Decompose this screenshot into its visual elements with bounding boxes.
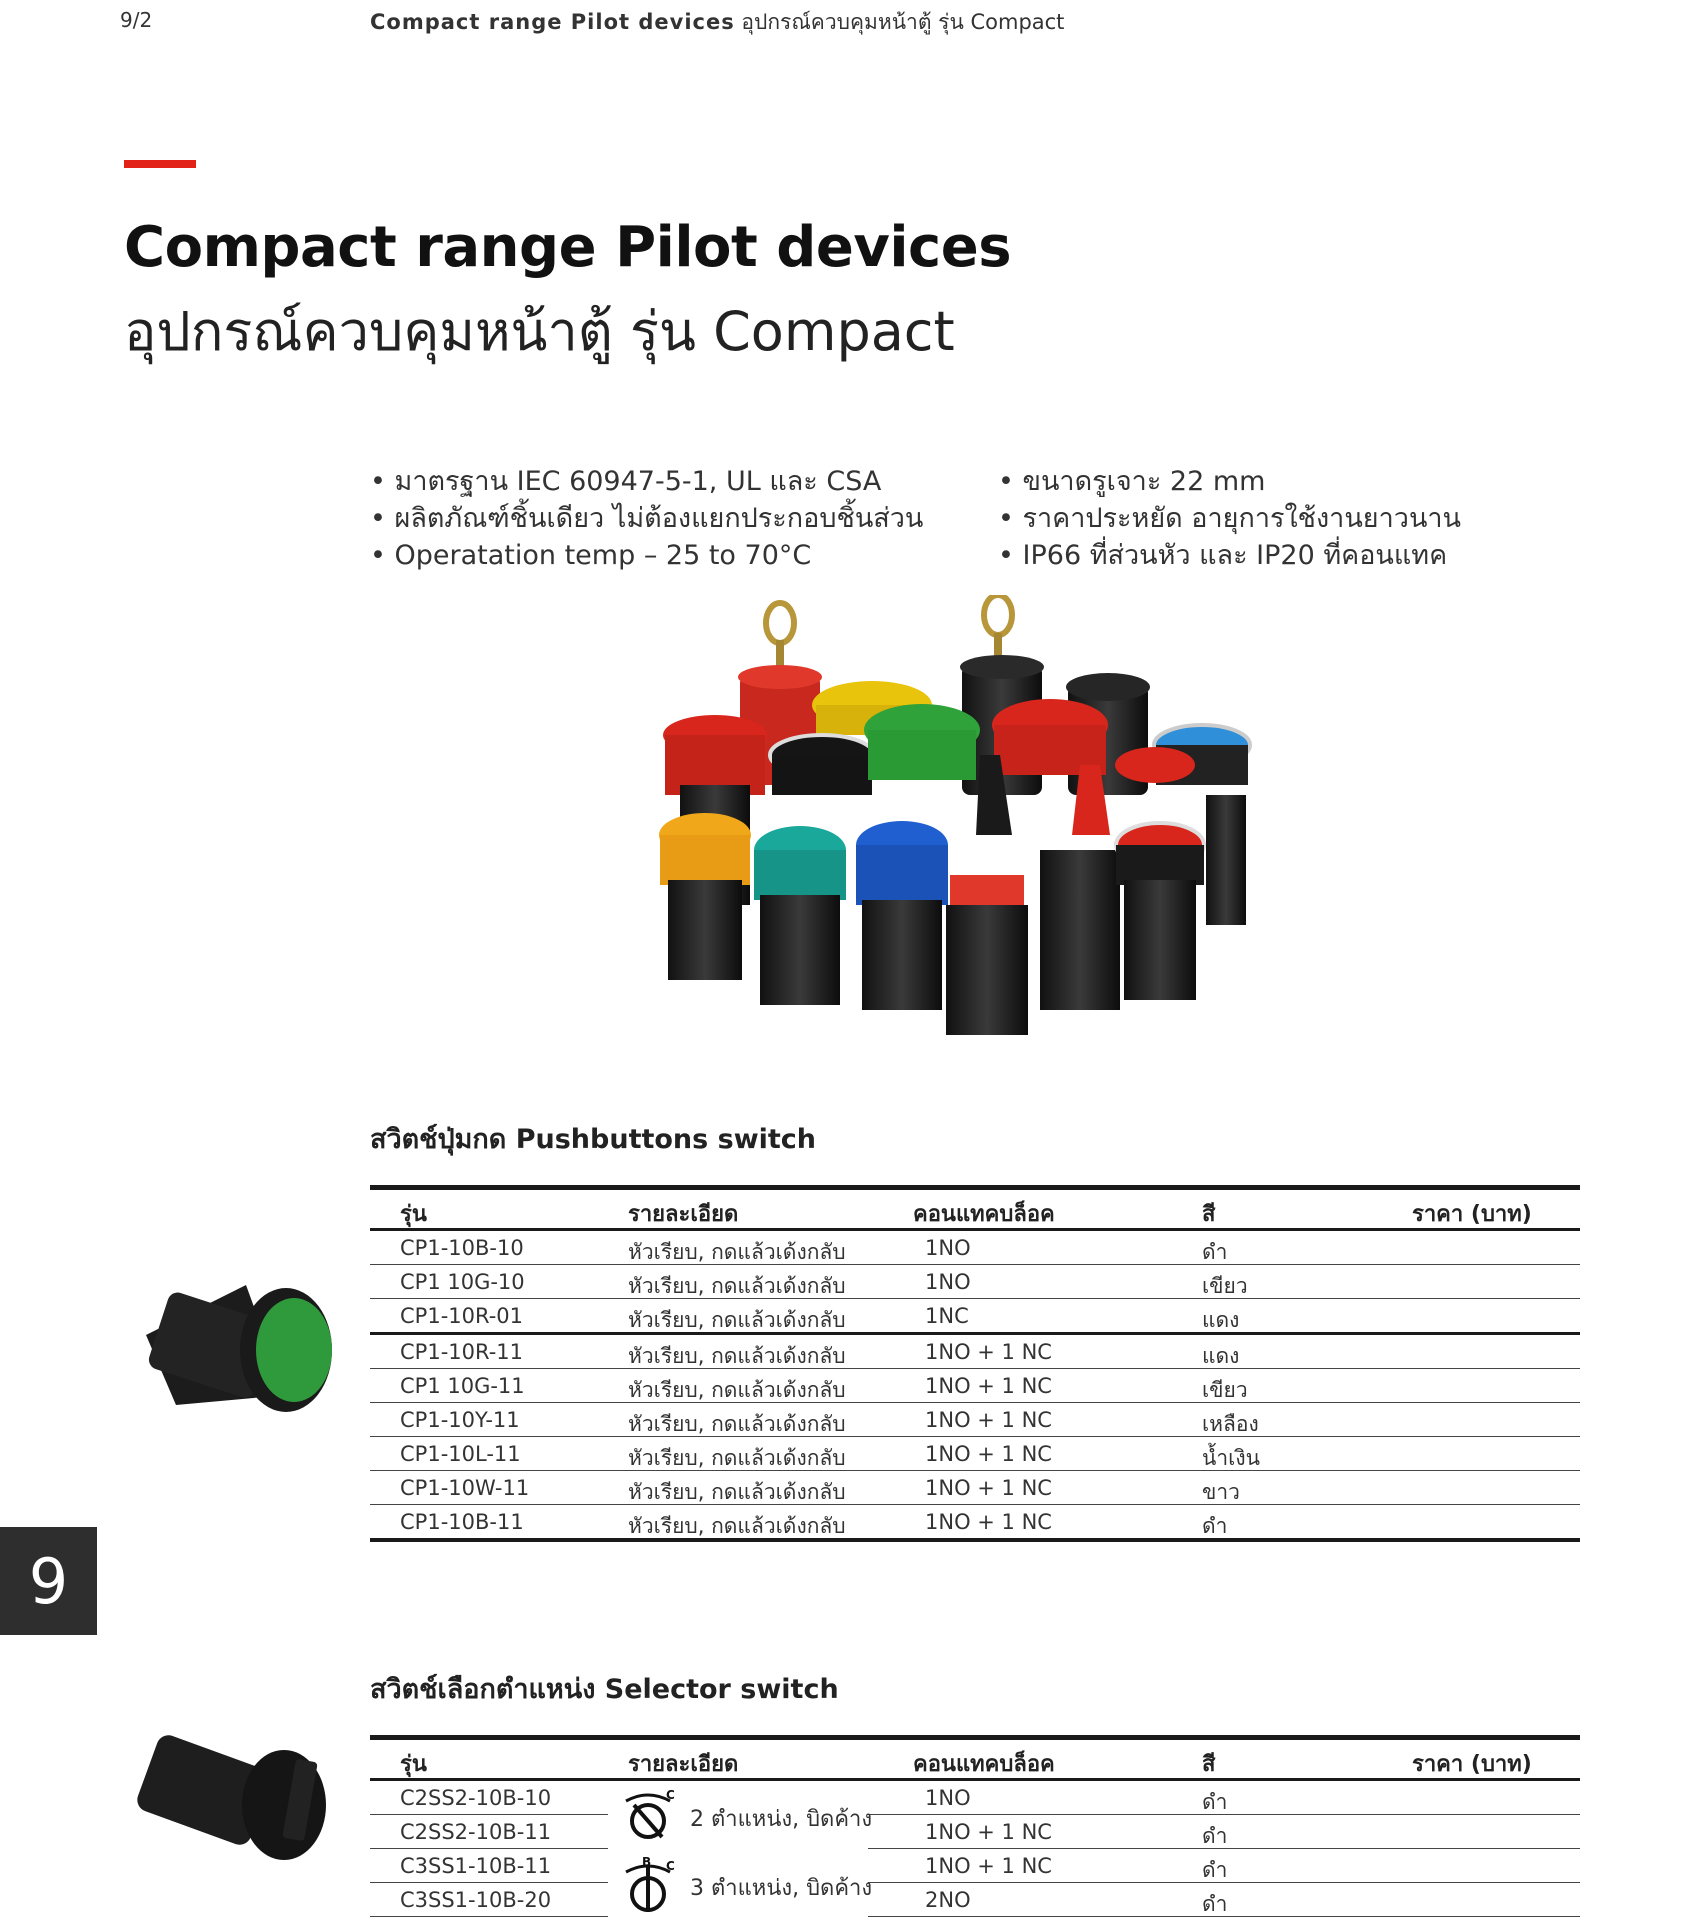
contact-cell: 1NO: [925, 1236, 971, 1260]
table-row: [370, 1335, 1580, 1369]
desc-cell: หัวเรียบ, กดแล้วเด้งกลับ: [628, 1344, 846, 1368]
color-cell: เขียว: [1202, 1378, 1248, 1402]
contact-cell: 2NO: [925, 1888, 971, 1912]
color-cell: ขาว: [1202, 1480, 1240, 1504]
table-row: [370, 1781, 1580, 1815]
model-cell: C3SS1-10B-11: [400, 1854, 552, 1878]
selectors-section-title: สวิตช์เลือกตำแหน่ง Selector switch: [370, 1674, 839, 1705]
column-header: สี: [1202, 1202, 1216, 1227]
table-row: [370, 1883, 1580, 1917]
feature-list-left: [370, 463, 923, 574]
desc-cell: หัวเรียบ, กดแล้วเด้งกลับ: [628, 1308, 846, 1332]
table-row: [370, 1849, 1580, 1883]
model-cell: C2SS2-10B-11: [400, 1820, 552, 1844]
table-header: [370, 1190, 1580, 1231]
contact-cell: 1NO + 1 NC: [925, 1510, 1052, 1534]
column-header: รุ่น: [400, 1202, 427, 1227]
desc-cell: หัวเรียบ, กดแล้วเด้งกลับ: [628, 1514, 846, 1538]
contact-cell: 1NO: [925, 1270, 971, 1294]
model-cell: CP1-10R-01: [400, 1304, 524, 1328]
table-row: [370, 1369, 1580, 1403]
symbol-letter: C: [666, 1788, 675, 1802]
product-group-image: [640, 595, 1290, 1050]
model-cell: CP1-10B-11: [400, 1510, 524, 1534]
selectors-table: [370, 1735, 1580, 1917]
color-cell: ดำ: [1202, 1240, 1228, 1264]
selector-desc-text: 2 ตำแหน่ง, บิดค้าง: [690, 1807, 873, 1832]
contact-cell: 1NO + 1 NC: [925, 1820, 1052, 1844]
table-row: [370, 1471, 1580, 1505]
selector-product-image: [134, 1720, 344, 1870]
column-header: รายละเอียด: [628, 1202, 739, 1227]
table-row: [370, 1505, 1580, 1538]
running-title-bold: Compact range Pilot devices: [370, 10, 735, 34]
symbol-letter: B: [642, 1856, 652, 1869]
table-row: [370, 1265, 1580, 1299]
two-position-symbol-icon: [620, 1787, 684, 1847]
page-title-english: Compact range Pilot devices: [124, 215, 1012, 280]
desc-cell: หัวเรียบ, กดแล้วเด้งกลับ: [628, 1480, 846, 1504]
color-cell: ดำ: [1202, 1858, 1228, 1882]
feature-item: • IP66 ที่ส่วนหัว และ IP20 ที่คอนแทค: [998, 537, 1461, 574]
contact-cell: 1NO + 1 NC: [925, 1374, 1052, 1398]
table-row: [370, 1231, 1580, 1265]
table-row: [370, 1815, 1580, 1849]
page-title-thai: อุปกรณ์ควบคุมหน้าตู้ รุ่น Compact: [124, 300, 955, 363]
contact-cell: 1NO + 1 NC: [925, 1340, 1052, 1364]
feature-item: • Operatation temp – 25 to 70°C: [370, 537, 923, 574]
color-cell: น้ำเงิน: [1202, 1446, 1260, 1470]
desc-cell: หัวเรียบ, กดแล้วเด้งกลับ: [628, 1240, 846, 1264]
desc-cell: หัวเรียบ, กดแล้วเด้งกลับ: [628, 1446, 846, 1470]
three-position-symbol-icon: [620, 1856, 684, 1918]
feature-list-right: [998, 463, 1461, 574]
contact-cell: 1NC: [925, 1304, 969, 1328]
contact-cell: 1NO + 1 NC: [925, 1476, 1052, 1500]
table-row: [370, 1299, 1580, 1335]
column-header: คอนแทคบล็อค: [913, 1752, 1055, 1777]
feature-item: • ขนาดรูเจาะ 22 mm: [998, 463, 1461, 500]
column-header: ราคา (บาท): [1412, 1202, 1532, 1227]
selector-desc-text: 3 ตำแหน่ง, บิดค้าง: [690, 1876, 873, 1901]
model-cell: CP1-10W-11: [400, 1476, 530, 1500]
contact-cell: 1NO + 1 NC: [925, 1408, 1052, 1432]
selector-desc-3pos: [608, 1850, 873, 1919]
color-cell: แดง: [1202, 1308, 1240, 1332]
model-cell: C2SS2-10B-10: [400, 1786, 552, 1810]
accent-bar: [124, 160, 196, 168]
feature-item: • ราคาประหยัด อายุการใช้งานยาวนาน: [998, 500, 1461, 537]
table-row: [370, 1403, 1580, 1437]
chapter-tab: 9: [0, 1527, 97, 1635]
pushbutton-product-image: [136, 1265, 346, 1425]
model-cell: CP1-10B-10: [400, 1236, 524, 1260]
running-header: [370, 6, 1064, 39]
model-cell: CP1 10G-10: [400, 1270, 525, 1294]
table-row: [370, 1437, 1580, 1471]
symbol-letter: C: [666, 1859, 675, 1873]
feature-item: • มาตรฐาน IEC 60947-5-1, UL และ CSA: [370, 463, 923, 500]
column-header: คอนแทคบล็อค: [913, 1202, 1055, 1227]
desc-cell: หัวเรียบ, กดแล้วเด้งกลับ: [628, 1412, 846, 1436]
color-cell: แดง: [1202, 1344, 1240, 1368]
page-number: 9/2: [120, 8, 153, 32]
column-header: สี: [1202, 1752, 1216, 1777]
color-cell: ดำ: [1202, 1790, 1228, 1814]
running-title-thai: อุปกรณ์ควบคุมหน้าตู้ รุ่น Compact: [734, 10, 1065, 34]
color-cell: เขียว: [1202, 1274, 1248, 1298]
color-cell: ดำ: [1202, 1892, 1228, 1916]
table-header: [370, 1740, 1580, 1781]
color-cell: ดำ: [1202, 1514, 1228, 1538]
model-cell: CP1-10R-11: [400, 1340, 524, 1364]
selector-desc-2pos: [608, 1781, 873, 1850]
pushbuttons-section-title: สวิตช์ปุ่มกด Pushbuttons switch: [370, 1124, 817, 1155]
column-header: รายละเอียด: [628, 1752, 739, 1777]
model-cell: CP1-10Y-11: [400, 1408, 520, 1432]
model-cell: CP1-10L-11: [400, 1442, 521, 1466]
desc-cell: หัวเรียบ, กดแล้วเด้งกลับ: [628, 1378, 846, 1402]
contact-cell: 1NO + 1 NC: [925, 1854, 1052, 1878]
model-cell: CP1 10G-11: [400, 1374, 525, 1398]
contact-cell: 1NO + 1 NC: [925, 1442, 1052, 1466]
feature-item: • ผลิตภัณฑ์ชิ้นเดียว ไม่ต้องแยกประกอบชิ้นส่วน: [370, 500, 923, 537]
pushbuttons-table: [370, 1185, 1580, 1542]
column-header: ราคา (บาท): [1412, 1752, 1532, 1777]
desc-cell: หัวเรียบ, กดแล้วเด้งกลับ: [628, 1274, 846, 1298]
color-cell: เหลือง: [1202, 1412, 1259, 1436]
model-cell: C3SS1-10B-20: [400, 1888, 552, 1912]
contact-cell: 1NO: [925, 1786, 971, 1810]
column-header: รุ่น: [400, 1752, 427, 1777]
color-cell: ดำ: [1202, 1824, 1228, 1848]
